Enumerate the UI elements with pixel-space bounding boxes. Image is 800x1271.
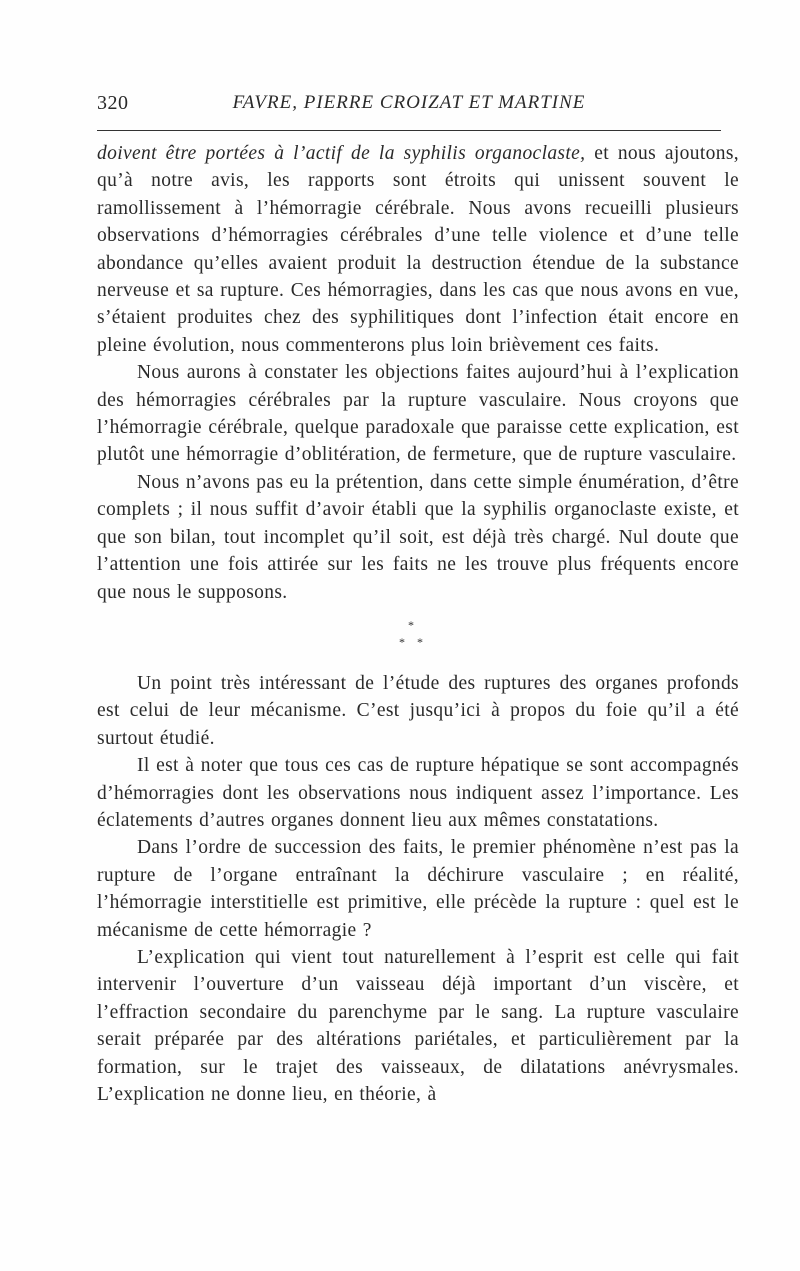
paragraph-3: Nous n’avons pas eu la prétention, dans cette simple énumération, d’être complets ; il nous suffit d’avoir établi que la syphilis organoclaste existe, et que son bilan, tout incomplet qu’il soit, est déjà très chargé. Nul doute que l’attention une fois attirée sur les faits ne les trouve plus fréquents encore que nous le supposons. [97,471,739,603]
paragraph-6: Dans l’ordre de succession des faits, le premier phénomène n’est pas la rupture de l’organe entraînant la déchirure vasculaire ; en réalité, l’hémorragie interstitielle est primitive, elle précède la rupture : quel est le mécanisme de cette hémorragie ? [97,837,739,941]
paragraph-5: Il est à noter que tous ces cas de rupture hépatique se sont accompagnés d’hémorragies dont les observations nous indiquent assez l’importance. Les éclatements d’autres organes donnent lieu aux mêmes constatations. [97,755,739,831]
asterism-star: * [408,617,414,632]
page-number: 320 [97,92,129,114]
header-rule [97,130,721,131]
paragraph-4: Un point très intéressant de l’étude des ruptures des organes profonds est celui de leur mécanisme. C’est jusqu’ici à propos du foie qu’il a été surtout étudié. [97,672,739,749]
running-title: FAVRE, PIERRE CROIZAT ET MARTINE [232,92,586,113]
paragraph-2: Nous aurons à constater les objections faites aujourd’hui à l’explication des hémorragies cérébrales par la rupture vasculaire. Nous croyons que l’hémorragie cérébrale, quelque paradoxale que paraisse cette explication, est plutôt une hémorragie d’oblitération, de fermeture, que de rupture vasculaire. [97,362,739,466]
asterism [97,614,739,670]
asterism-star: * [417,634,423,649]
body-text [97,140,739,1108]
paragraph-1-italic-lead: doivent être portées à l’actif de la syphilis organoclaste, [97,143,586,164]
paragraph-1 [97,140,739,359]
asterism-star: * [399,634,405,649]
paragraph-7: L’explication qui vient tout naturellement à l’esprit est celle qui fait intervenir l’ouverture d’un vaisseau déjà important d’un viscère, et l’effraction secondaire du parenchyme par le sang. La rupture vasculaire serait préparée par des altérations pariétales, et particulièrement par la formation, sur le trajet des vaisseaux, de dilatations anévrysmales. L’explication ne donne lieu, en théorie, à [97,946,739,1105]
paragraph-1-text: et nous ajoutons, qu’à notre avis, les rapports sont étroits qui unissent souvent le ramollissement à l’hémorragie cérébrale. Nous avons recueilli plusieurs observations d’hémorragies cérébrales d’une telle violence et d’une telle abondance qu’elles avaient produit la destruction étendue de la substance nerveuse et sa rupture. Ces hémorragies, dans les cas que nous avons en vue, s’étaient produites chez des syphilitiques dont l’infection était encore en pleine évolution, nous commenterons plus loin brièvement ces faits. [97,143,739,356]
page-header [97,92,721,122]
